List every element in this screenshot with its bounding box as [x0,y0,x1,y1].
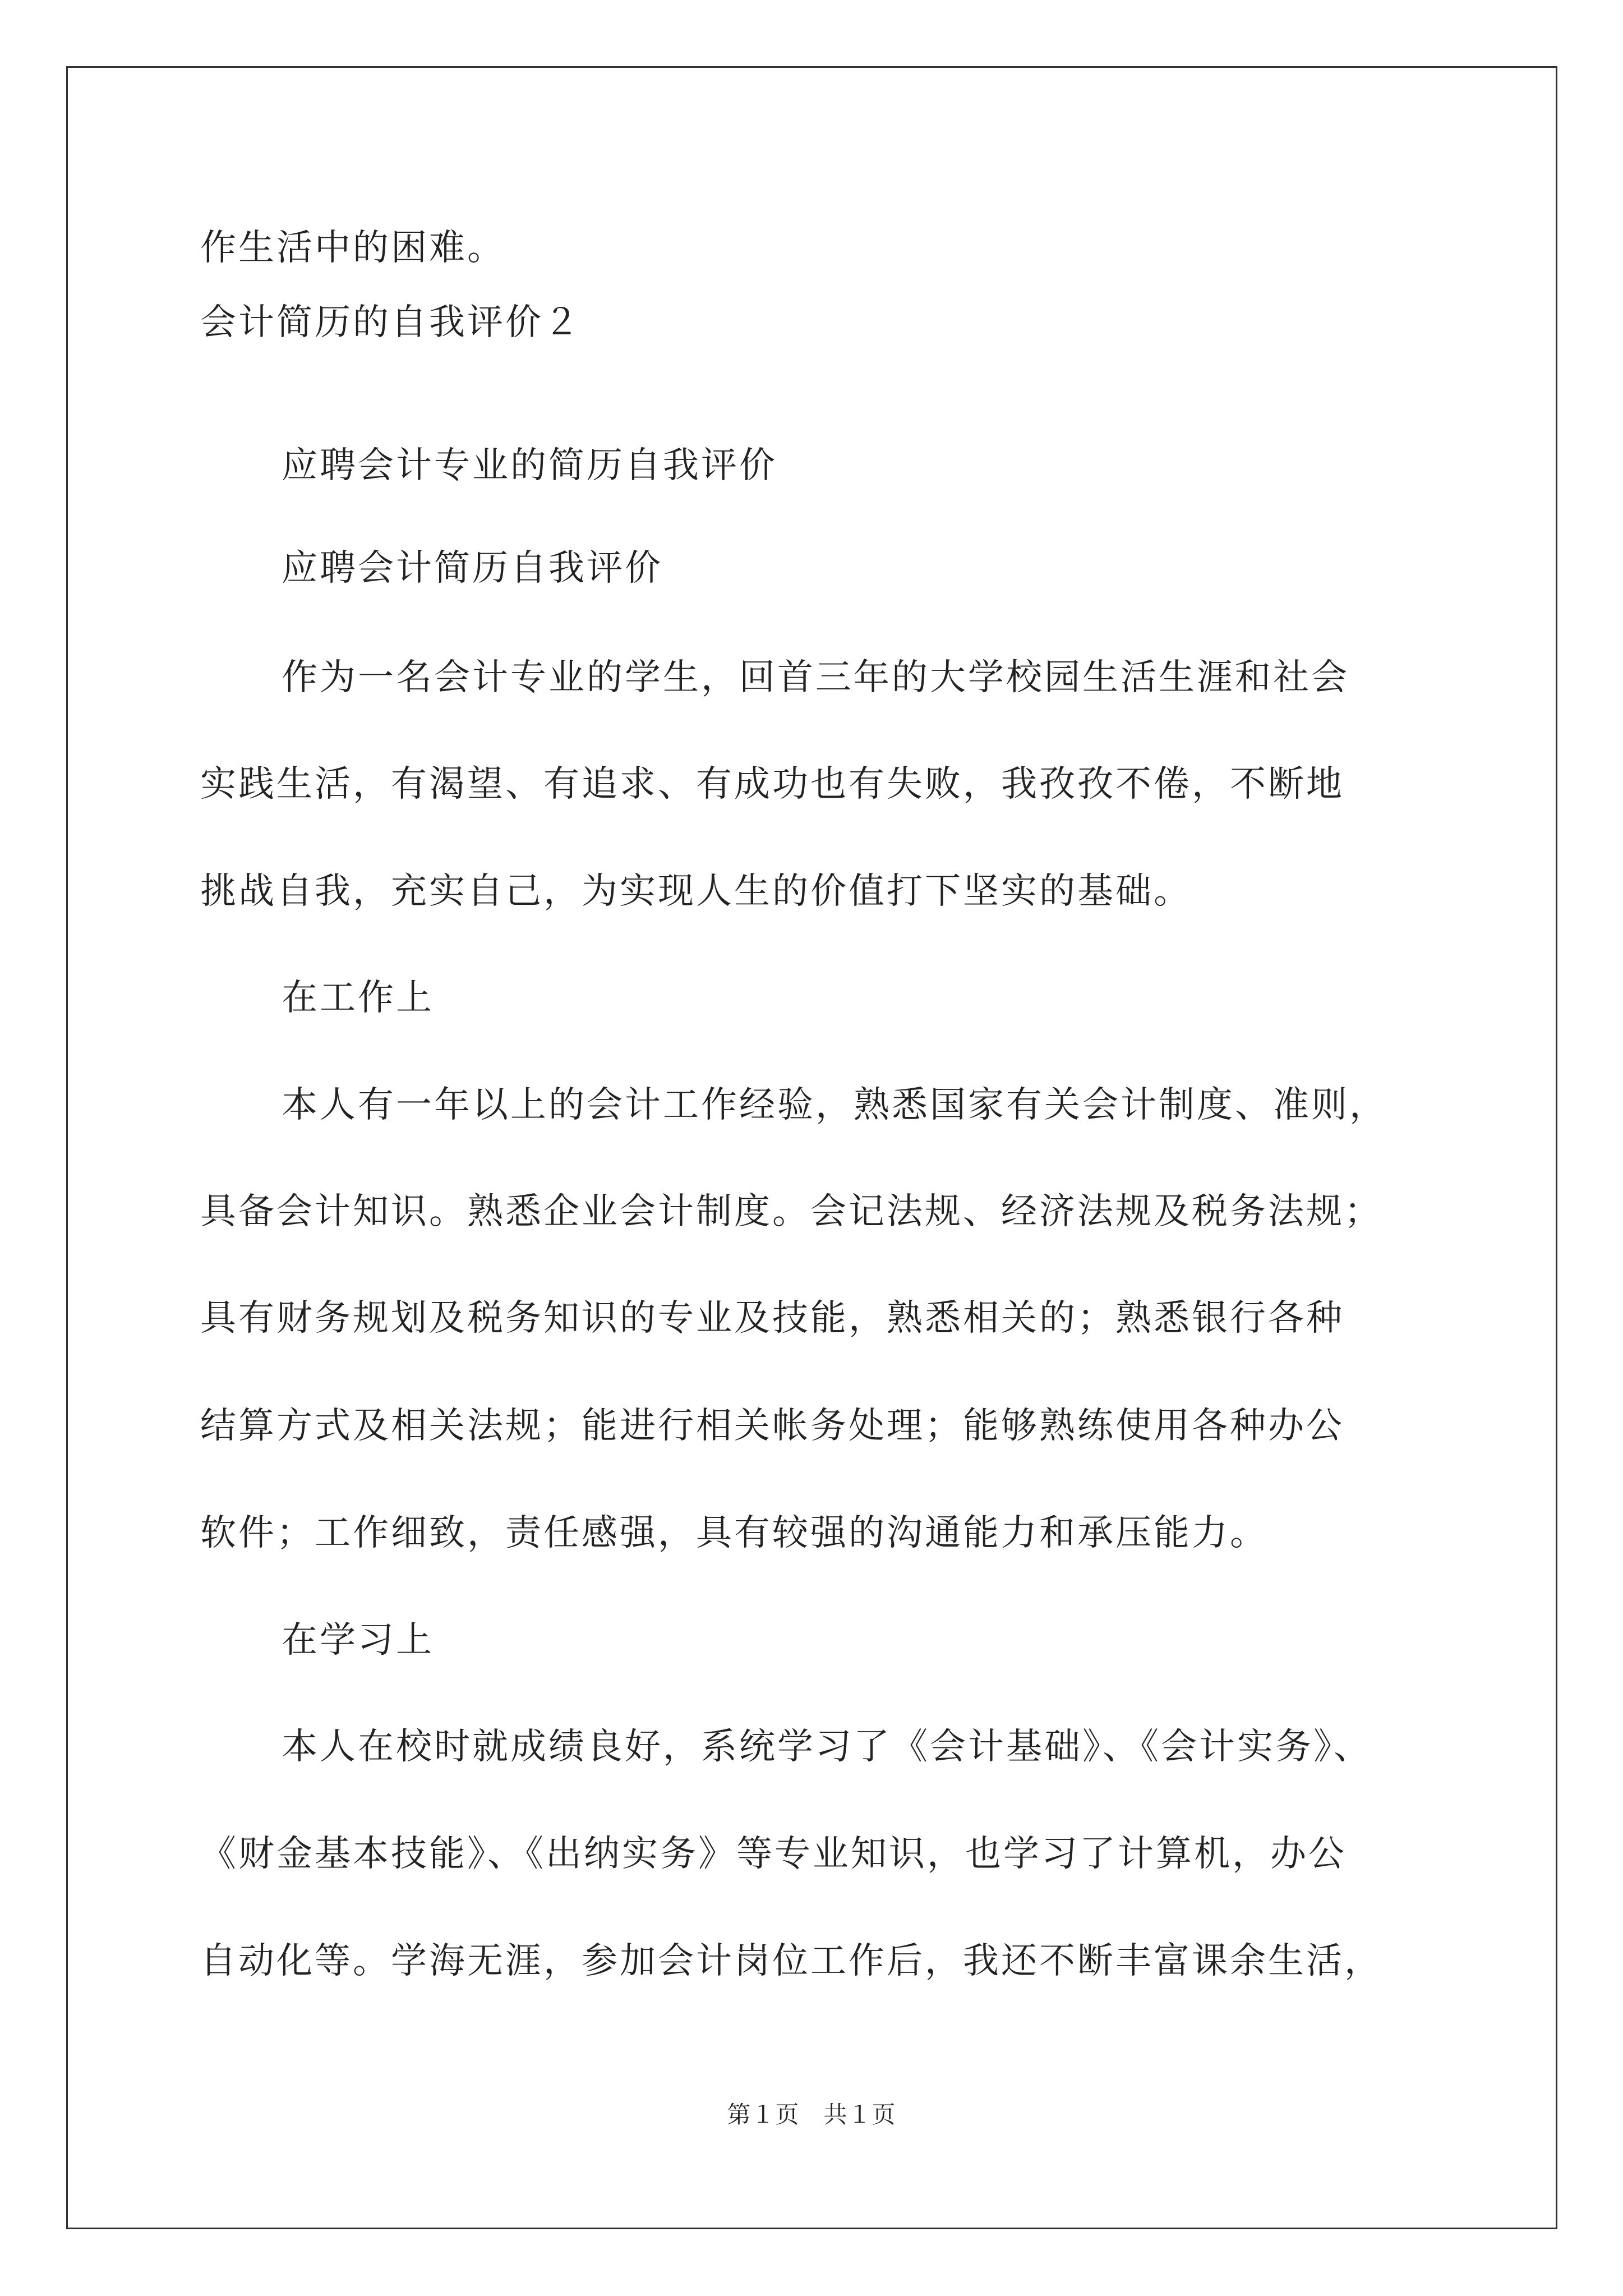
paragraph-line: 软件；工作细致，责任感强，具有较强的沟通能力和承压能力。 [200,1512,1268,1554]
section-title: 会计简历的自我评价２ [200,302,582,343]
page-border [66,66,1557,2229]
paragraph-line: 具备会计知识。熟悉企业会计制度。会记法规、经济法规及税务法规； [200,1191,1382,1232]
paragraph-line: 自动化等。学海无涯，参加会计岗位工作后，我还不断丰富课余生活， [200,1940,1382,1982]
subtitle-line: 应聘会计简历自我评价 [282,547,663,589]
paragraph-line: 作为一名会计专业的学生，回首三年的大学校园生活生涯和社会 [282,657,1349,698]
section-heading: 在学习上 [282,1619,434,1661]
paragraph-line: 实践生活，有渴望、有追求、有成功也有失败，我孜孜不倦，不断地 [200,763,1344,805]
paragraph-line: 挑战自我，充实自己，为实现人生的价值打下坚实的基础。 [200,871,1192,912]
page-number-footer: 第１页 共１页 [727,2101,896,2128]
paragraph-line: 结算方式及相关法规；能进行相关帐务处理；能够熟练使用各种办公 [200,1405,1344,1447]
paragraph-line: 作生活中的困难。 [200,227,505,269]
paragraph-line: 《财金基本技能》、《出纳实务》等专业知识，也学习了计算机，办公 [200,1833,1347,1875]
paragraph-line: 本人有一年以上的会计工作经验，熟悉国家有关会计制度、准则， [282,1084,1387,1126]
paragraph-line: 具有财务规划及税务知识的专业及技能，熟悉相关的；熟悉银行各种 [200,1297,1344,1339]
section-heading: 在工作上 [282,977,434,1019]
subtitle-line: 应聘会计专业的简历自我评价 [282,445,777,486]
paragraph-line: 本人在校时就成绩良好，系统学习了《会计基础》、《会计实务》、 [282,1726,1372,1768]
